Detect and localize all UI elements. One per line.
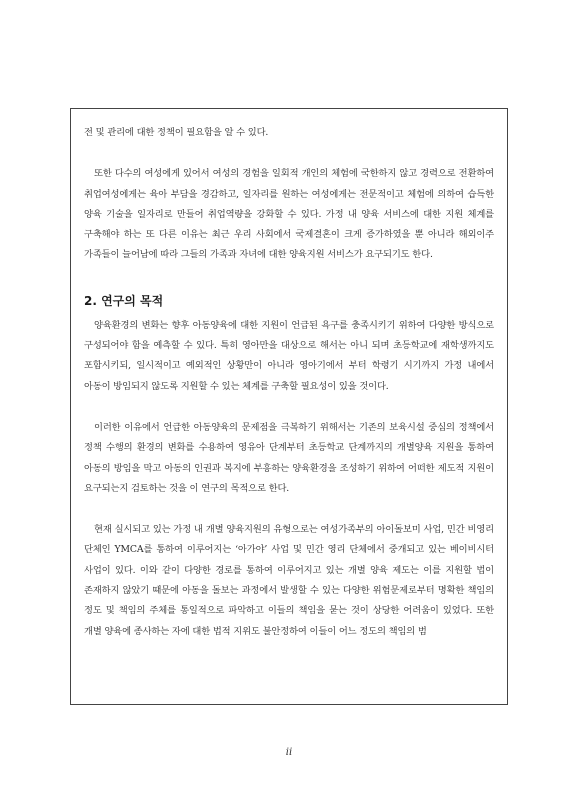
paragraph-gap xyxy=(84,143,494,164)
paragraph-research-purpose: 이러한 이유에서 언급한 아동양육의 문제점을 극복하기 위해서는 기존의 보육시설 중심의 정책에서 정책 수행의 환경의 변화를 수용하여 영유아 단계부터 초등학교 단계까지의 개별양육 지원을 통하여 아동의 방임을 막고 아동의 인권과 복지에 부흥하는 양육환경을 조성하기 위하여 어떠한 제도적 지원이 요구되는지 검토하는 것을 이 연구의 목적으로 한다. xyxy=(84,421,494,494)
paragraph-women-experience: 또한 다수의 여성에게 있어서 여성의 경험을 일회적 개인의 체험에 국한하지 않고 경력으로 전환하여 취업여성에게는 육아 부담을 경감하고, 일자리를 원하는 여성에게는 전문적이고 체험에 의하여 습득한 양육 기술을 일자리로 만들어 취업역량을 강화할 수 있다. 가정 내 양육 서비스에 대한 지원 체계를 구축해야 하는 또 다른 이유는 최근 우리 사회에서 국제결혼이 크게 증가하였을 뿐 아니라 해외이주 가족들이 늘어남에 따라 그들의 가족과 자녀에 대한 양육지원 서비스가 요구되기도 한다. xyxy=(84,168,494,261)
page-number: ii xyxy=(285,747,293,758)
paragraph-environment-change: 양육환경의 변화는 향후 아동양육에 대한 지원이 언급된 욕구를 충족시키기 위하여 다양한 방식으로 구성되어야 함을 예측할 수 있다. 특히 영아만을 대상으로 해서는 아니 되며 초등학교에 재학생까지도 포함시키되, 일시적이고 예외적인 상황만이 아니라 영아기에서 부터 학령기 시기까지 가정 내에서 아동이 방임되지 않도록 지원할 수 있는 체계를 구축할 필요성이 있을 것이다. xyxy=(84,319,494,392)
paragraph-continuation: 전 및 관리에 대한 정책이 필요함을 알 수 있다. xyxy=(84,127,269,138)
section-heading: 2. 연구의 목적 xyxy=(84,293,164,308)
paragraph-gap xyxy=(84,499,494,520)
paragraph-current-programs: 현재 실시되고 있는 가정 내 개별 양육지원의 유형으로는 여성가족부의 아이돌보미 사업, 민간 비영리 단체인 YMCA를 통하여 이루어지는 ‘아가야’ 사업 및 민간 영리 단체에서 중개되고 있는 베이비시터 사업이 있다. 이와 같이 다양한 경로를 통하여 이루어지고 있는 개별 양육 제도는 이를 지원할 법이 존재하지 않았기 때문에 아동을 돌보는 과정에서 발생할 수 있는 다양한 위험문제로부터 명확한 책임의 정도 및 책임의 주체를 통일적으로 파악하고 이들의 책임을 묻는 것이 상당한 어려움이 있었다. 또한 개별 양육에 종사하는 자에 대한 법적 지위도 불안정하여 이들이 어느 정도의 책임의 범 xyxy=(84,524,494,637)
content-frame xyxy=(70,108,508,705)
paragraph-gap xyxy=(84,397,494,418)
